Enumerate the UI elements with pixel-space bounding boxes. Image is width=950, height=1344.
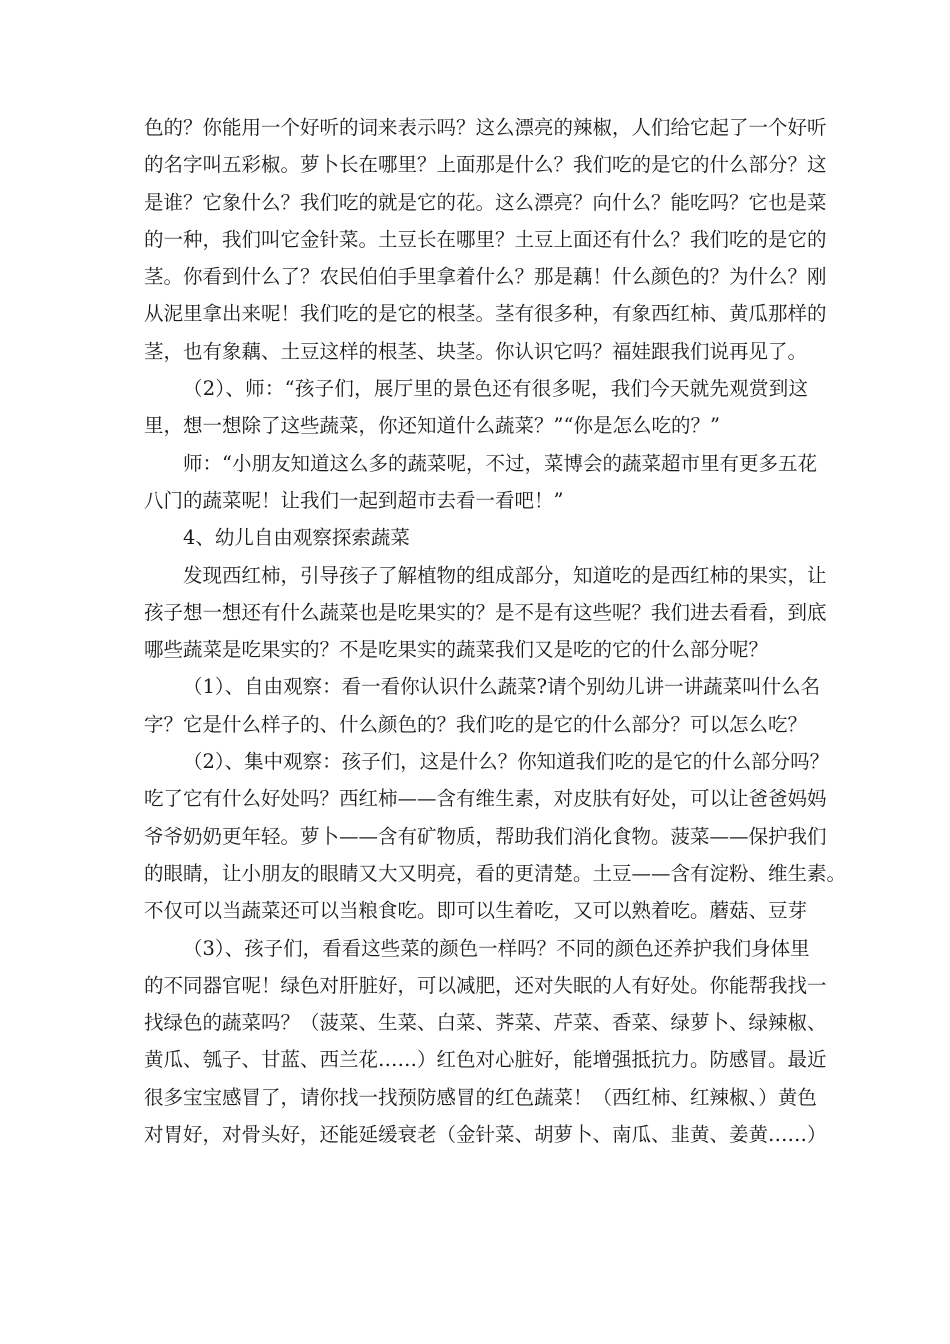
paragraph [144,930,827,1154]
text-line: 不仅可以当蔬菜还可以当粮食吃。即可以生着吃，又可以熟着吃。蘑菇、豆芽 [144,899,808,923]
text-line: （2）、师：“孩子们，展厅里的景色还有很多呢，我们今天就先观赏到这 [183,377,808,401]
text-line: 哪些蔬菜是吃果实的？不是吃果实的蔬菜我们又是吃的它的什么部分呢？ [144,638,769,662]
text-line: 是谁？它象什么？我们吃的就是它的花。这么漂亮？向什么？能吃吗？它也是菜 [144,190,827,214]
text-line: （1）、自由观察：看一看你认识什么蔬菜?请个别幼儿讲一讲蔬菜叫什么名 [183,675,821,699]
text-line: 的一种，我们叫它金针菜。土豆长在哪里？土豆上面还有什么？我们吃的是它的 [144,227,827,251]
text-line: 师：“小朋友知道这么多的蔬菜呢，不过，菜博会的蔬菜超市里有更多五花 [183,451,817,475]
text-line: 里，想一想除了这些蔬菜，你还知道什么蔬菜？”“你是怎么吃的？” [144,414,720,438]
text-line: （2）、集中观察：孩子们，这是什么？你知道我们吃的是它的什么部分吗？ [183,750,830,774]
text-line: 找绿色的蔬菜吗？（菠菜、生菜、白菜、荠菜、芹菜、香菜、绿萝卜、绿辣椒、 [144,1011,827,1035]
paragraph [144,557,827,669]
text-line: 吃了它有什么好处吗？西红柿——含有维生素，对皮肤有好处，可以让爸爸妈妈 [144,787,827,811]
text-line: 茎，也有象藕、土豆这样的根茎、块茎。你认识它吗？福娃跟我们说再见了。 [144,339,808,363]
text-line: 的不同器官呢！绿色对肝脏好，可以减肥，还对失眠的人有好处。你能帮我找一 [144,973,827,997]
text-line: 4、幼儿自由观察探索蔬菜 [183,526,410,550]
text-line: 对胃好，对骨头好，还能延缓衰老（金针菜、胡萝卜、南瓜、韭黄、姜黄……） [144,1123,827,1147]
text-line: 爷爷奶奶更年轻。萝卜——含有矿物质，帮助我们消化食物。菠菜——保护我们 [144,824,827,848]
text-line: 的眼睛，让小朋友的眼睛又大又明亮，看的更清楚。土豆——含有淀粉、维生素。 [144,861,847,885]
text-line: 的名字叫五彩椒。萝卜长在哪里？上面那是什么？我们吃的是它的什么部分？这 [144,153,827,177]
text-line: 色的？你能用一个好听的词来表示吗？这么漂亮的辣椒，人们给它起了一个好听 [144,116,827,139]
paragraph [144,109,827,370]
paragraph [144,743,847,929]
text-line: 黄瓜、瓠子、甘蓝、西兰花……）红色对心脏好，能增强抵抗力。防感冒。最近 [144,1048,827,1072]
paragraph [144,519,808,556]
paragraph [144,370,808,445]
text-line: 发现西红柿，引导孩子了解植物的组成部分，知道吃的是西红柿的果实，让 [183,563,827,587]
text-line: 八门的蔬菜呢！让我们一起到超市去看一看吧！” [144,488,564,512]
text-line: 字？它是什么样子的、什么颜色的？我们吃的是它的什么部分？可以怎么吃？ [144,712,808,736]
text-line: 很多宝宝感冒了，请你找一找预防感冒的红色蔬菜！（西红柿、红辣椒、）黄色 [144,1085,817,1109]
text-line: （3）、孩子们，看看这些菜的颜色一样吗？不同的颜色还养护我们身体里 [183,936,810,960]
text-line: 茎。你看到什么了？农民伯伯手里拿着什么？那是藕！什么颜色的？为什么？刚 [144,265,827,289]
text-line: 从泥里拿出来呢！我们吃的是它的根茎。茎有很多种，有象西红柿、黄瓜那样的 [144,302,827,326]
paragraph [144,668,821,743]
text-line: 孩子想一想还有什么蔬菜也是吃果实的？是不是有这些呢？我们进去看看，到底 [144,600,827,624]
paragraph [144,445,817,520]
document-body [144,109,847,1153]
